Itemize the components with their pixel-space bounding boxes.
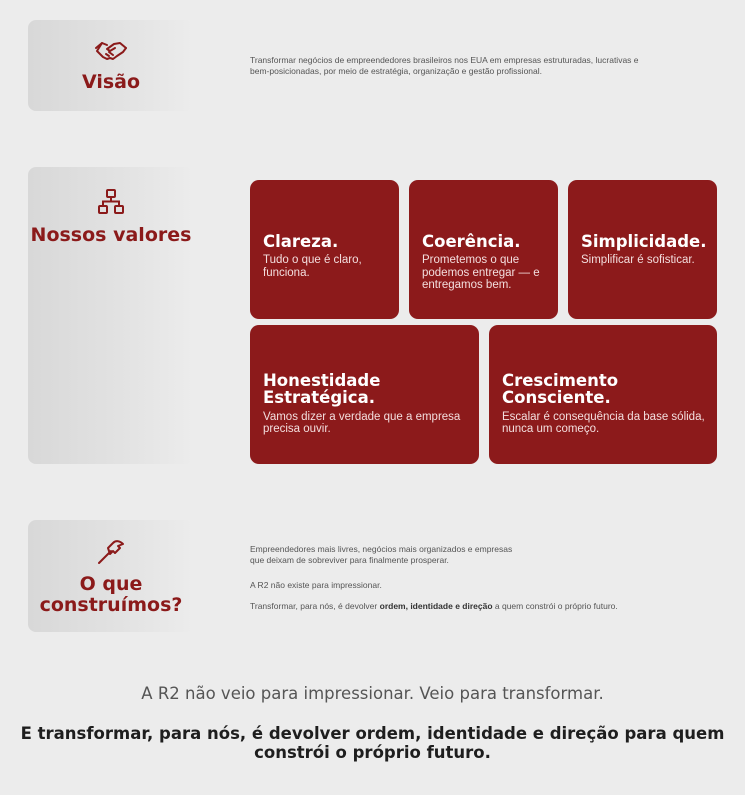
value-card-simplicidade	[568, 180, 717, 319]
value-title: Simplicidade.	[581, 232, 707, 251]
construimos-p3	[250, 601, 710, 612]
value-desc: Escalar é consequência da base sólida, nunca um começo.	[502, 410, 705, 436]
construimos-card	[28, 520, 194, 632]
value-desc: Simplificar é sofisticar.	[581, 254, 695, 267]
construimos-p3-bold: ordem, identidade e direção	[379, 601, 493, 611]
construimos-title: O que construímos?	[39, 573, 183, 617]
closing-line-1: A R2 não veio para impressionar. Veio para transformar.	[141, 684, 604, 703]
value-card-clareza	[250, 180, 399, 319]
construimos-p3-after: a quem constrói o próprio futuro.	[494, 601, 618, 611]
construimos-p1: Empreendedores mais livres, negócios mais organizados e empresas que deixam de sobreviver para finalmente prosperar.	[250, 544, 513, 566]
network-icon	[97, 189, 125, 215]
visao-card	[28, 20, 194, 111]
value-title: Coerência.	[422, 232, 521, 251]
closing-line-2: E transformar, para nós, é devolver ordem, identidade e direção para quem constrói o próprio futuro.	[20, 724, 725, 762]
value-desc: Tudo o que é claro, funciona.	[263, 254, 362, 279]
valores-title: Nossos valores	[30, 224, 192, 246]
valores-card	[28, 167, 194, 464]
value-title: Clareza.	[263, 232, 339, 251]
value-title: Honestidade Estratégica.	[263, 371, 381, 408]
value-title: Crescimento Consciente.	[502, 371, 619, 408]
value-desc: Prometemos o que podemos entregar — e entregamos bem.	[422, 254, 540, 291]
construimos-p2: A R2 não existe para impressionar.	[250, 580, 382, 590]
visao-title: Visão	[81, 71, 141, 93]
visao-text: Transformar negócios de empreendedores brasileiros nos EUA em empresas estruturadas, lucrativas e bem-posicionadas, por meio de estratégia, organização e gestão profissional.	[250, 55, 639, 77]
handshake-icon	[94, 40, 128, 62]
value-card-crescimento	[489, 325, 717, 464]
value-card-honestidade	[250, 325, 479, 464]
construimos-p3-before: Transformar, para nós, é devolver	[250, 601, 378, 611]
value-card-coerencia	[409, 180, 558, 319]
hammer-icon	[96, 538, 126, 566]
value-desc: Vamos dizer a verdade que a empresa precisa ouvir.	[263, 410, 461, 436]
